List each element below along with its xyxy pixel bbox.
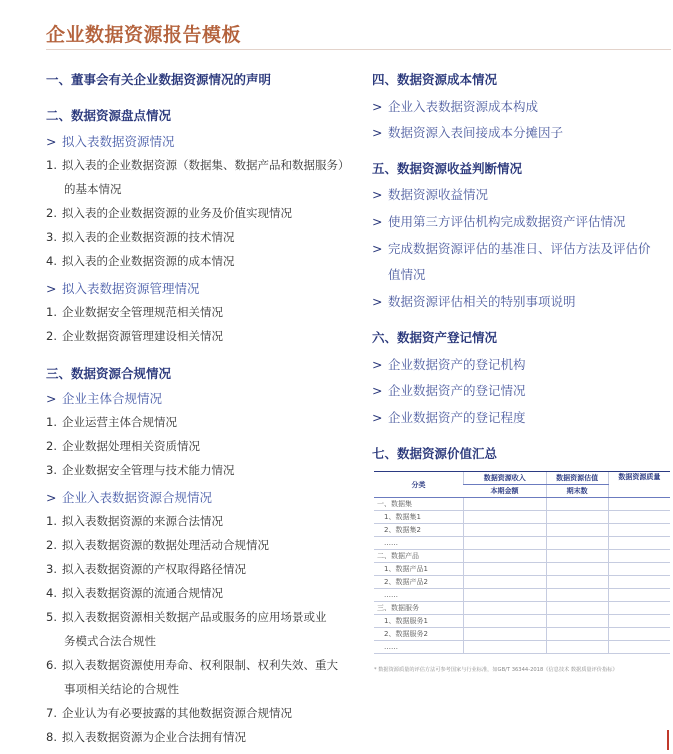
table-row: 一、数据集: [374, 498, 670, 511]
table-row: 1、数据产品1: [374, 563, 670, 576]
chevron-right-icon: >: [372, 357, 383, 372]
subsection-label: 企业入表数据资源合规情况: [62, 490, 213, 505]
chevron-right-icon: >: [372, 294, 383, 309]
list-item: 3. 企业数据安全管理与技术能力情况: [46, 463, 235, 477]
list-item: 3. 拟入表数据资源的产权取得路径情况: [46, 562, 246, 576]
table-row: 2、数据服务2: [374, 628, 670, 641]
subsection-item: > 使用第三方评估机构完成数据资产评估情况: [372, 214, 626, 229]
chevron-right-icon: >: [46, 490, 57, 505]
chevron-right-icon: >: [46, 281, 57, 296]
list-item: 3. 拟入表的企业数据资源的技术情况: [46, 230, 235, 244]
chevron-right-icon: >: [372, 214, 383, 229]
title-divider: [46, 49, 671, 50]
list-item: 1. 拟入表数据资源的来源合法情况: [46, 514, 223, 528]
table-header-row: [374, 472, 670, 485]
subsection-2-1: [46, 134, 175, 149]
subsection-label: 拟入表数据资源情况: [62, 134, 175, 149]
list-item: 8. 拟入表数据资源为企业合法拥有情况: [46, 730, 246, 744]
section-heading-6: 六、数据资产登记情况: [372, 330, 498, 345]
value-summary-table: [374, 471, 670, 654]
chevron-right-icon: >: [372, 187, 383, 202]
list-item: 1. 拟入表的企业数据资源（数据集、数据产品和数据服务）: [46, 158, 350, 172]
table-row: 二、数据产品: [374, 550, 670, 563]
table-row: 1、数据服务1: [374, 615, 670, 628]
subsection-item: > 数据资源评估相关的特别事项说明: [372, 294, 576, 309]
subsection-3-1: [46, 391, 162, 406]
list-item-continuation: 务模式合法合规性: [64, 634, 156, 648]
section-heading-7: 七、数据资源价值汇总: [372, 446, 498, 461]
table-row: 1、数据集1: [374, 511, 670, 524]
table-row: ……: [374, 641, 670, 654]
chevron-right-icon: >: [372, 99, 383, 114]
chevron-right-icon: >: [372, 410, 383, 425]
subsection-label: 拟入表数据资源管理情况: [62, 281, 200, 296]
subsection-item: > 企业数据资产的登记情况: [372, 383, 526, 398]
list-item: 2. 拟入表的企业数据资源的业务及价值实现情况: [46, 206, 292, 220]
section-heading-3: 三、数据资源合规情况: [46, 366, 172, 381]
table-row: 2、数据产品2: [374, 576, 670, 589]
list-item: 2. 企业数据资源管理建设相关情况: [46, 329, 223, 343]
table-row: ……: [374, 589, 670, 602]
page-title: 企业数据资源报告模板: [46, 24, 242, 46]
list-item: 7. 企业认为有必要披露的其他数据资源合规情况: [46, 706, 292, 720]
table-row: 三、数据服务: [374, 602, 670, 615]
table-header-quality: 数据资源质量: [608, 472, 670, 498]
list-item-continuation: 的基本情况: [64, 182, 122, 196]
section-heading-1: 一、董事会有关企业数据资源情况的声明: [46, 72, 272, 87]
subsection-item-continuation: 值情况: [388, 267, 426, 282]
list-item: 5. 拟入表数据资源相关数据产品或服务的应用场景或业: [46, 610, 327, 624]
subsection-item: > 数据资源入表间接成本分摊因子: [372, 125, 564, 140]
table-header-valuation: 数据资源估值: [546, 472, 608, 485]
table-header-current-amount: 本期金额: [464, 485, 547, 498]
subsection-item: > 企业数据资产的登记程度: [372, 410, 526, 425]
subsection-item: > 数据资源收益情况: [372, 187, 489, 202]
table-row: 2、数据集2: [374, 524, 670, 537]
subsection-2-2: [46, 281, 200, 296]
section-heading-4: 四、数据资源成本情况: [372, 72, 498, 87]
table-header-income: 数据资源收入: [464, 472, 547, 485]
list-item: 2. 企业数据处理相关资质情况: [46, 439, 200, 453]
table-footnote: * 数据资源质量的评估方法可参考国家与行业标准，如GB/T 36344-2018《信息技术 数据质量评价指标》: [374, 667, 618, 673]
subsection-3-2: [46, 490, 212, 505]
subsection-label: 企业主体合规情况: [62, 391, 163, 406]
table-header-period-end: 期末数: [546, 485, 608, 498]
subsection-item: > 完成数据资源评估的基准日、评估方法及评估价: [372, 241, 651, 256]
list-item: 4. 拟入表的企业数据资源的成本情况: [46, 254, 235, 268]
section-heading-2: 二、数据资源盘点情况: [46, 108, 172, 123]
chevron-right-icon: >: [46, 134, 57, 149]
table-header-category: 分类: [374, 472, 464, 498]
table-row: ……: [374, 537, 670, 550]
chevron-right-icon: >: [372, 383, 383, 398]
chevron-right-icon: >: [372, 125, 383, 140]
subsection-item: > 企业数据资产的登记机构: [372, 357, 526, 372]
chevron-right-icon: >: [372, 241, 383, 256]
section-heading-5: 五、数据资源收益判断情况: [372, 161, 523, 176]
list-item: 1. 企业运营主体合规情况: [46, 415, 177, 429]
list-item: 4. 拟入表数据资源的流通合规情况: [46, 586, 223, 600]
list-item-continuation: 事项相关结论的合规性: [64, 682, 179, 696]
list-item: 1. 企业数据安全管理规范相关情况: [46, 305, 223, 319]
list-item: 6. 拟入表数据资源使用寿命、权利限制、权利失效、重大: [46, 658, 338, 672]
page-edge-marker: [667, 730, 669, 750]
list-item: 2. 拟入表数据资源的数据处理活动合规情况: [46, 538, 269, 552]
chevron-right-icon: >: [46, 391, 57, 406]
subsection-item: > 企业入表数据资源成本构成: [372, 99, 539, 114]
